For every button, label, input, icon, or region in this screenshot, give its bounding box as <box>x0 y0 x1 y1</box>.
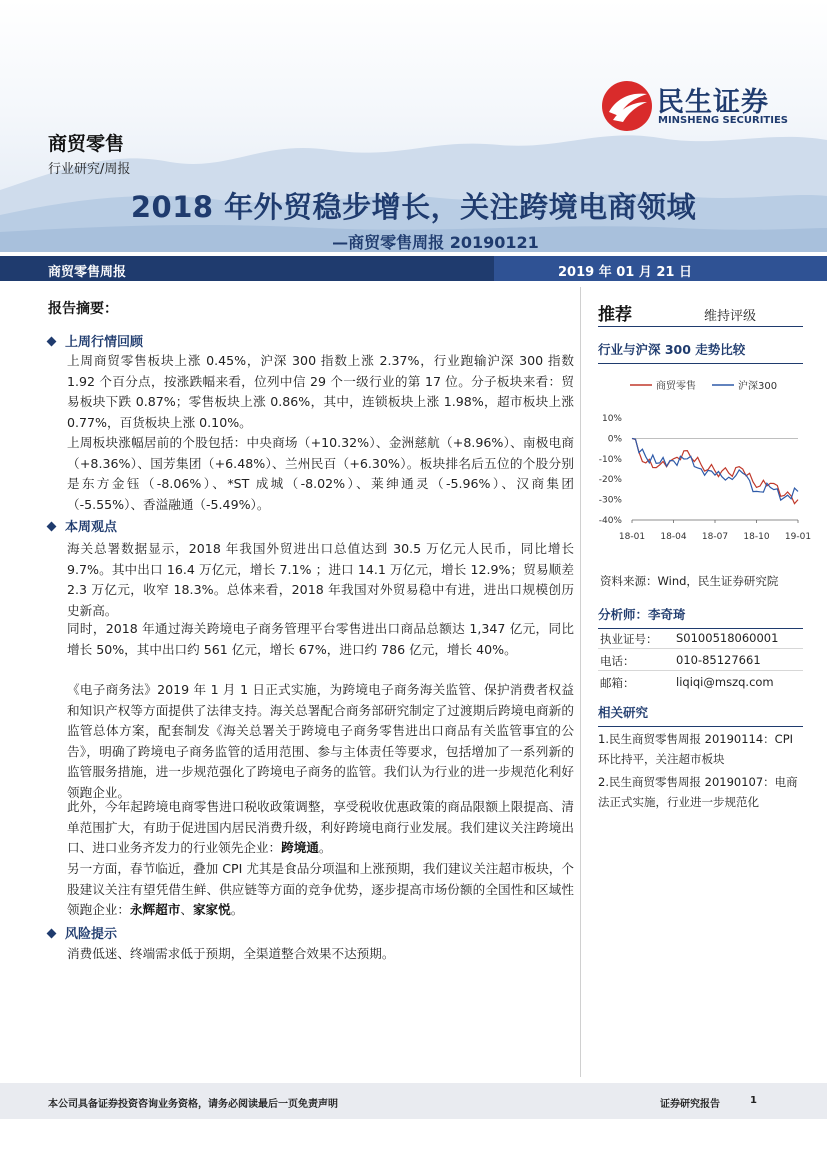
trend-chart <box>596 372 812 554</box>
end-mark: 。 <box>230 902 244 917</box>
y-tick-label: -10% <box>598 454 622 465</box>
paragraph <box>67 797 574 859</box>
diamond-bullet-icon <box>47 522 57 532</box>
series-line-csi300 <box>632 438 798 500</box>
y-tick-label: -40% <box>598 516 622 526</box>
y-tick-label: 10% <box>601 414 622 424</box>
sector-title: 商贸零售 <box>48 133 125 155</box>
chart-source: 资料来源：Wind，民生证券研究院 <box>600 574 779 588</box>
rating: 维持评级 <box>704 309 757 324</box>
related-item[interactable]: 2.民生商贸零售周报 20190107：电商法正式实施，行业进一步规范化 <box>598 775 798 809</box>
recommendation: 推荐 <box>598 305 632 325</box>
report-type: 行业研究/周报 <box>48 162 131 177</box>
footer-disclaimer: 本公司具备证券投资咨询业务资格，请务必阅读最后一页免责声明 <box>48 1099 338 1110</box>
footer-report-label: 证券研究报告 <box>660 1099 720 1110</box>
paragraph-text: 另一方面，春节临近，叠加 CPI 尤其是食品分项温和上涨预期，我们建议关注超市板块，个股建议关注有望凭借生鲜、供应链等方面的竞争优势，逐步提高市场份额的全国性和区域性领跑企业： <box>67 861 574 917</box>
section-risk-heading <box>48 923 117 942</box>
stock-pick: 跨境通 <box>281 840 319 855</box>
related-research-heading: 相关研究 <box>598 703 803 727</box>
divider <box>598 648 803 649</box>
x-tick-label: 18-07 <box>701 532 729 542</box>
x-tick-label: 18-01 <box>618 532 646 542</box>
y-tick-label: -20% <box>598 475 622 486</box>
legend-label: 商贸零售 <box>656 381 696 392</box>
related-item[interactable]: 1.民生商贸零售周报 20190114：CPI 环比持平，关注超市板块 <box>598 732 794 766</box>
paragraph: 上周板块涨幅居前的个股包括：中央商场（+10.32%）、金洲慈航（+8.96%）、南极电商（+8.36%）、国芳集团（+6.48%）、兰州民百（+6.30%）。板块排名后五位的个股分别是东方金钰（-8.06%）、*ST 成城（-8.02%）、莱绅通灵（-5.96%）、汉商集团（-5.55%）、香溢融通（-5.49%）。 <box>67 435 574 512</box>
stock-pick: 永辉超市 <box>129 902 181 917</box>
report-title: 2018 年外贸稳步增长，关注跨境电商领域 <box>130 190 697 224</box>
paragraph <box>67 859 574 921</box>
analyst-phone-label: 电话： <box>600 654 635 668</box>
summary-label: 报告摘要： <box>48 301 118 317</box>
analyst-email-link[interactable]: liqiqi@mszq.com <box>676 675 774 689</box>
diamond-bullet-icon <box>47 929 57 939</box>
page-number: 1 <box>750 1095 757 1106</box>
bar-report-name: 商贸零售周报 <box>48 265 127 280</box>
end-mark: 。 <box>318 840 332 855</box>
divider <box>598 326 803 327</box>
section-title: 上周行情回顾 <box>65 335 144 350</box>
column-divider <box>580 287 581 1077</box>
trend-chart-svg <box>596 372 812 554</box>
chart-title: 行业与沪深 300 走势比较 <box>598 340 803 364</box>
header-bar <box>0 256 827 281</box>
y-tick-label: -30% <box>598 495 622 506</box>
paragraph: 消费低迷、终端需求低于预期，全渠道整合效果不达预期。 <box>67 946 395 961</box>
divider <box>598 670 803 671</box>
report-date: 2019 年 01 月 21 日 <box>558 265 692 280</box>
legend-label: 沪深300 <box>738 381 778 392</box>
section-title: 本周观点 <box>65 520 118 535</box>
y-tick-label: 0% <box>607 434 622 445</box>
x-tick-label: 19-01 <box>784 532 812 542</box>
paragraph: 海关总署数据显示，2018 年我国外贸进出口总值达到 30.5 万亿元人民币，同比增长 9.7%。其中出口 16.4 万亿元，增长 7.1% ；进口 14.1 万亿元，增长 12.9%；贸易顺差 2.3 万亿元，收窄 18.3%。总体来看，2018 年我国对外贸易稳中有进，进出口规模创历史新高。 <box>67 541 574 618</box>
section-market-review-heading <box>48 331 143 350</box>
x-tick-label: 18-10 <box>743 532 770 542</box>
brand-logo <box>601 78 801 134</box>
report-subtitle: —商贸零售周报 20190121 <box>332 233 539 252</box>
stock-pick: 家家悦 <box>192 902 231 917</box>
footer <box>0 1083 827 1119</box>
brand-name-cn: 民生证券 <box>657 87 769 118</box>
series-line-retail <box>632 438 798 503</box>
logo-emblem-icon <box>601 80 653 132</box>
paragraph-text: 此外，今年起跨境电商零售进口税收政策调整，享受税收优惠政策的商品限额上限提高、清单范围扩大，有助于促进国内居民消费升级，利好跨境电商行业发展。我们建议关注跨境出口、进口业务齐发力的行业领先企业： <box>67 799 574 855</box>
brand-name-en: MINSHENG SECURITIES <box>658 115 788 126</box>
analyst-email-label: 邮箱： <box>600 676 635 690</box>
section-title: 风险提示 <box>65 927 118 942</box>
analyst-phone-value: 010-85127661 <box>676 653 761 667</box>
analyst-license-label: 执业证号： <box>600 632 658 646</box>
section-weekly-view-heading <box>48 516 117 535</box>
diamond-bullet-icon <box>47 337 57 347</box>
analyst-heading: 分析师：李奇琦 <box>598 605 803 629</box>
paragraph: 同时，2018 年通过海关跨境电子商务管理平台零售进出口商品总额达 1,347 亿元，同比增长 50%，其中出口约 561 亿元，增长 67%，进口约 786 亿元，增长 40%。 <box>67 621 574 657</box>
x-tick-label: 18-04 <box>660 532 687 542</box>
paragraph: 上周商贸零售板块上涨 0.45%，沪深 300 指数上涨 2.37%，行业跑输沪深 300 指数 1.92 个百分点，按涨跌幅来看，位列中信 29 个一级行业的第 17 位。分子板块来看：贸易板块下跌 0.87%；零售板块上涨 0.86%，其中，连锁板块上涨 1.98%，超市板块上涨 0.77%，百货板块上涨 0.10%。 <box>67 353 574 430</box>
paragraph: 《电子商务法》2019 年 1 月 1 日正式实施，为跨境电子商务海关监管、保护消费者权益和知识产权等方面提供了法律支持。海关总署配合商务部研究制定了过渡期后跨境电商新的监管总体方案，配套制发《海关总署关于跨境电子商务零售进出口商品有关监管事宜的公告》，明确了跨境电子商务监管的适用范围、参与主体责任等要求，包括增加了一系列新的监管服务措施，进一步规范强化了跨境电子商务的监管。我们认为行业的进一步规范化利好领跑企业。 <box>67 682 574 800</box>
pick-separator: 、 <box>180 902 193 917</box>
analyst-license-value: S0100518060001 <box>676 631 779 645</box>
